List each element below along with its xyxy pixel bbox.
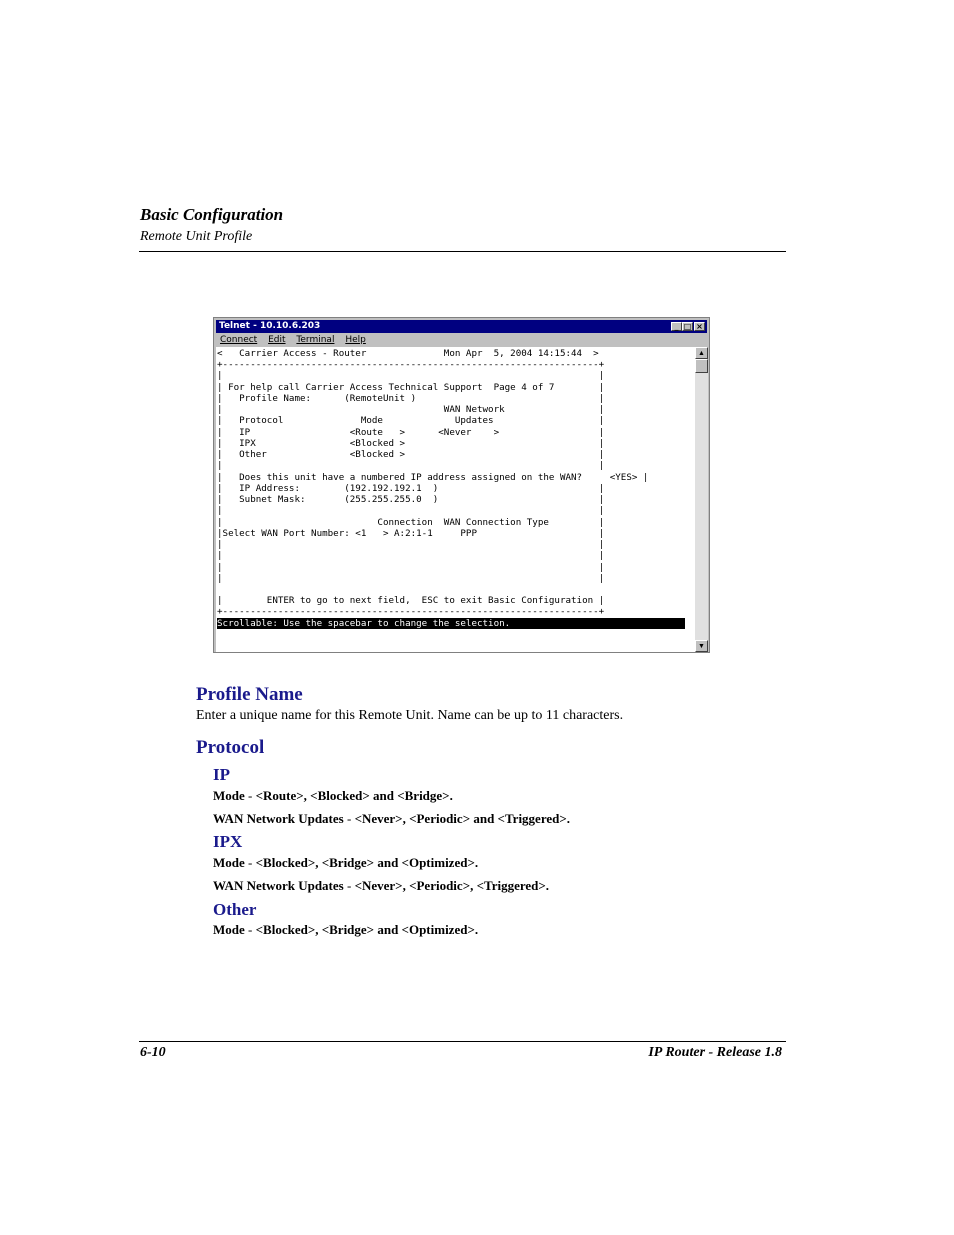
footer-rule xyxy=(139,1041,786,1042)
terminal-line: | | xyxy=(217,539,605,550)
terminal-line: | | xyxy=(217,573,605,584)
terminal-line: | Other <Blocked > | xyxy=(217,449,605,460)
ipx-heading: IPX xyxy=(213,832,243,851)
close-icon[interactable]: × xyxy=(694,322,705,331)
ip-mode-line: Mode - <Route>, <Blocked> and <Bridge>. xyxy=(213,788,453,803)
terminal-line: | Does this unit have a numbered IP address assigned on the WAN? <YES> | xyxy=(217,472,649,483)
ip-mode-values: <Route>, <Blocked> and <Bridge>. xyxy=(255,788,453,803)
telnet-window xyxy=(213,317,710,653)
terminal-line: | WAN Network | xyxy=(217,404,605,415)
ipx-mode-label: Mode xyxy=(213,855,245,870)
ipx-wan-label: WAN Network Updates xyxy=(213,878,344,893)
header-rule xyxy=(139,251,786,252)
window-title: Telnet - 10.10.6.203 xyxy=(219,321,321,331)
terminal-line: | ENTER to go to next field, ESC to exit Basic Configuration | xyxy=(217,595,605,606)
terminal-line: | Subnet Mask: (255.255.255.0 ) | xyxy=(217,494,605,505)
terminal-line: | | xyxy=(217,550,605,561)
terminal-line: +--------------------------------------------------------------------+ xyxy=(217,606,605,617)
maximize-icon[interactable]: □ xyxy=(683,322,692,331)
minimize-icon[interactable]: _ xyxy=(671,322,682,331)
menu-connect[interactable]: Connect xyxy=(220,335,258,345)
ipx-wan-line: WAN Network Updates - <Never>, <Periodic>, <Triggered>. xyxy=(213,878,550,893)
other-mode-values: <Blocked>, <Bridge> and <Optimized>. xyxy=(255,922,479,937)
profile-name-text: Enter a unique name for this Remote Unit. Name can be up to 11 characters. xyxy=(196,708,624,723)
other-heading: Other xyxy=(213,900,257,919)
other-mode-line: Mode - <Blocked>, <Bridge> and <Optimized>. xyxy=(213,922,479,937)
ip-wan-label: WAN Network Updates xyxy=(213,811,344,826)
vertical-scrollbar[interactable] xyxy=(695,347,708,652)
protocol-heading: Protocol xyxy=(196,737,265,758)
menu-bar xyxy=(216,334,370,346)
ipx-mode-line: Mode - <Blocked>, <Bridge> and <Optimized>. xyxy=(213,855,479,870)
terminal-line: | For help call Carrier Access Technical Support Page 4 of 7 | xyxy=(217,382,605,393)
terminal-screen[interactable] xyxy=(216,347,695,652)
terminal-status-bar: Scrollable: Use the spacebar to change the selection. xyxy=(217,618,685,629)
section-title: Basic Configuration xyxy=(140,205,284,224)
terminal-line: |Select WAN Port Number: <1 > A:2:1-1 PPP | xyxy=(217,528,605,539)
terminal-line: | | xyxy=(217,370,605,381)
terminal-line: | | xyxy=(217,562,605,573)
scroll-down-icon[interactable]: ▼ xyxy=(695,640,708,652)
terminal-line: | | xyxy=(217,505,605,516)
terminal-line: | Protocol Mode Updates | xyxy=(217,415,605,426)
terminal-line: < Carrier Access - Router Mon Apr 5, 2004 14:15:44 > xyxy=(217,348,599,359)
terminal-line: | IP <Route > <Never > | xyxy=(217,427,605,438)
other-mode-label: Mode xyxy=(213,922,245,937)
page-number: 6-10 xyxy=(140,1045,166,1060)
profile-name-heading: Profile Name xyxy=(196,684,303,705)
window-titlebar xyxy=(216,320,707,333)
ipx-mode-values: <Blocked>, <Bridge> and <Optimized>. xyxy=(255,855,479,870)
terminal-line: | IPX <Blocked > | xyxy=(217,438,605,449)
terminal-line: +--------------------------------------------------------------------+ xyxy=(217,359,605,370)
menu-help[interactable]: Help xyxy=(345,335,366,345)
terminal-line: | | xyxy=(217,460,605,471)
ip-mode-label: Mode xyxy=(213,788,245,803)
ipx-wan-values: <Never>, <Periodic>, <Triggered>. xyxy=(354,878,550,893)
section-subtitle: Remote Unit Profile xyxy=(140,229,253,244)
menu-edit[interactable]: Edit xyxy=(268,335,286,345)
menu-terminal[interactable]: Terminal xyxy=(296,335,335,345)
terminal-line: | IP Address: (192.192.192.1 ) | xyxy=(217,483,605,494)
scroll-thumb[interactable] xyxy=(695,359,708,373)
ip-wan-values: <Never>, <Periodic> and <Triggered>. xyxy=(354,811,571,826)
terminal-line: | Profile Name: (RemoteUnit ) | xyxy=(217,393,605,404)
scroll-up-icon[interactable]: ▲ xyxy=(695,347,708,359)
document-title: IP Router - Release 1.8 xyxy=(648,1045,782,1060)
terminal-line: | Connection WAN Connection Type | xyxy=(217,517,605,528)
ip-heading: IP xyxy=(213,765,230,784)
ip-wan-line: WAN Network Updates - <Never>, <Periodic> and <Triggered>. xyxy=(213,811,571,826)
